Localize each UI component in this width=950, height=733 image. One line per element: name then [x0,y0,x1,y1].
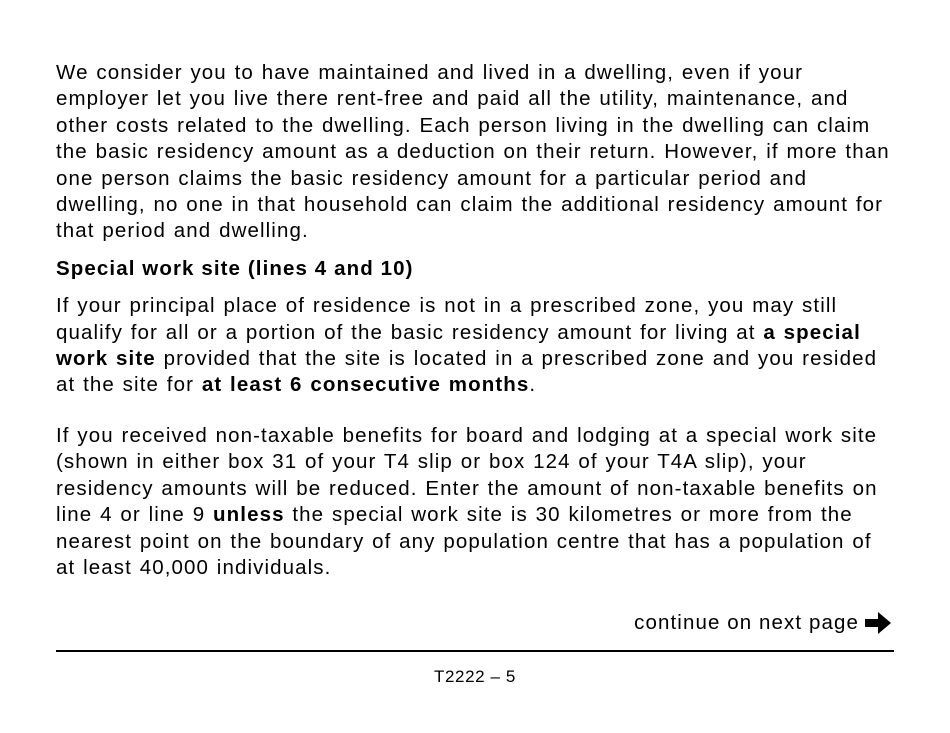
p2-bold-special-work-site: a special work site [56,320,861,371]
document-body [56,60,898,581]
p2-text-3: . [529,373,537,397]
p2-text-2: provided that the site is located in a prescribed zone and you resided at the site for [56,347,878,397]
p2-text-1: If your principal place of residence is not in a prescribed zone, you may still qualify for all or a portion of the basic residency amount for living at [56,294,838,344]
section-heading-special-work-site: Special work site (lines 4 and 10) [56,256,414,280]
continue-next-page[interactable] [634,610,893,636]
paragraph-dwelling: We consider you to have maintained and lived in a dwelling, even if your employer let you live there rent-free and paid all the utility, maintenance, and other costs related to the dwelling. Each person living in the dwelling can claim the basic residency amount as a deduction on their return. However, if more than one person claims the basic residency amount for a particular period and dwelling, no one in that household can claim the additional residency amount for that period and dwelling. [56,61,890,243]
footer-divider [56,650,894,652]
p3-text-1: If you received non-taxable benefits for board and lodging at a special work site (shown in either box 31 of your T4 slip or box 124 of your T4A slip), your residency amounts will be reduced. Enter the amount of non-taxable benefits on line 4 or line 9 [56,423,878,527]
page-number: T2222 – 5 [434,667,516,686]
p3-text-2: the special work site is 30 kilometres or more from the nearest point on the boundary of any population centre that has a population of at least 40,000 individuals. [56,503,872,579]
right-arrow-icon [863,610,893,636]
paragraph-special-work-site [56,293,898,399]
paragraph-non-taxable-benefits [56,423,898,581]
continue-label: continue on next page [634,611,859,634]
p2-bold-six-months: at least 6 consecutive months [201,373,530,397]
p3-bold-unless: unless [213,503,285,527]
paragraph-gap [56,399,898,423]
